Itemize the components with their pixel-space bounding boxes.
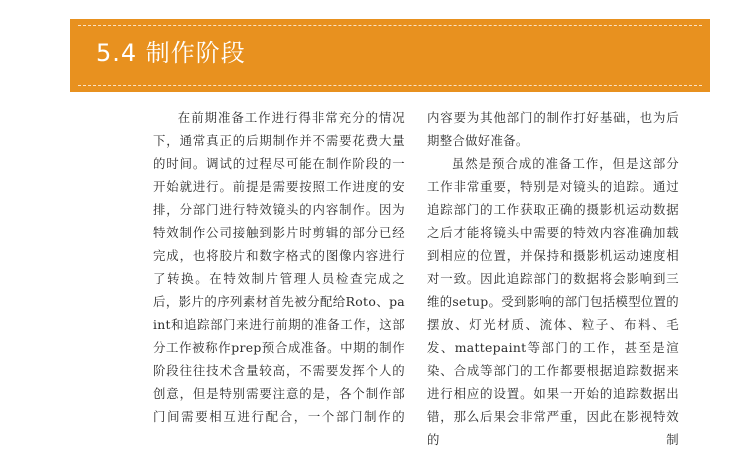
- paragraph: 在前期准备工作进行得非常充分的情况下，通常真正的后期制作并不需要花费大量的时间。调试的过程尽可能在制作阶段的一开始就进行。前提是需要按照工作进度的安排，分部门进行特效镜头的内容制作。因为特效制作公司接触到影片时剪辑的部分已经完成，也将胶片和数字格式的图像内容进行了转换。在特效制片管理人员检查完成之后，影片的序列素材首先被分配给Roto、paint和追踪部门来进行前期的准备工作，这部分工作被称作prep预合成准备。中期的制作阶段往往技术含量较高，不需要发挥个人的创意，但是特别需要注意的是，各个制作部门间需要相互进行配合，一个部门制作的: [153, 110, 405, 424]
- header-dashed-rule-bottom: [78, 85, 702, 86]
- paragraph: 虽然是预合成的准备工作，但是这部分工作非常重要，特别是对镜头的追踪。通过追踪部门的工作获取正确的摄影机运动数据之后才能将镜头中需要的特效内容准确加载到相应的位置，并保持和摄影机运动速度相对一致。因此追踪部门的数据将会影响到三维的setup。受到影响的部门包括模型位置的摆放、灯光材质、流体、粒子、布料、毛发、mattepaint等部门的工作，甚至是渲染、合成等部门的工作都要根据追踪数据来进行相应的设置。如果一开始的追踪数据出错，那么后果会非常严重，因此在影视特效的制: [427, 156, 679, 447]
- section-header-band: [70, 19, 710, 92]
- paragraph: 内容要为其他部门的制作打好基础，也为后期整合做好准备。: [427, 110, 679, 148]
- body-column-right: [427, 106, 679, 451]
- header-dashed-rule-top: [78, 25, 702, 26]
- body-column-left: [153, 106, 405, 428]
- section-title: 5.4 制作阶段: [96, 39, 246, 67]
